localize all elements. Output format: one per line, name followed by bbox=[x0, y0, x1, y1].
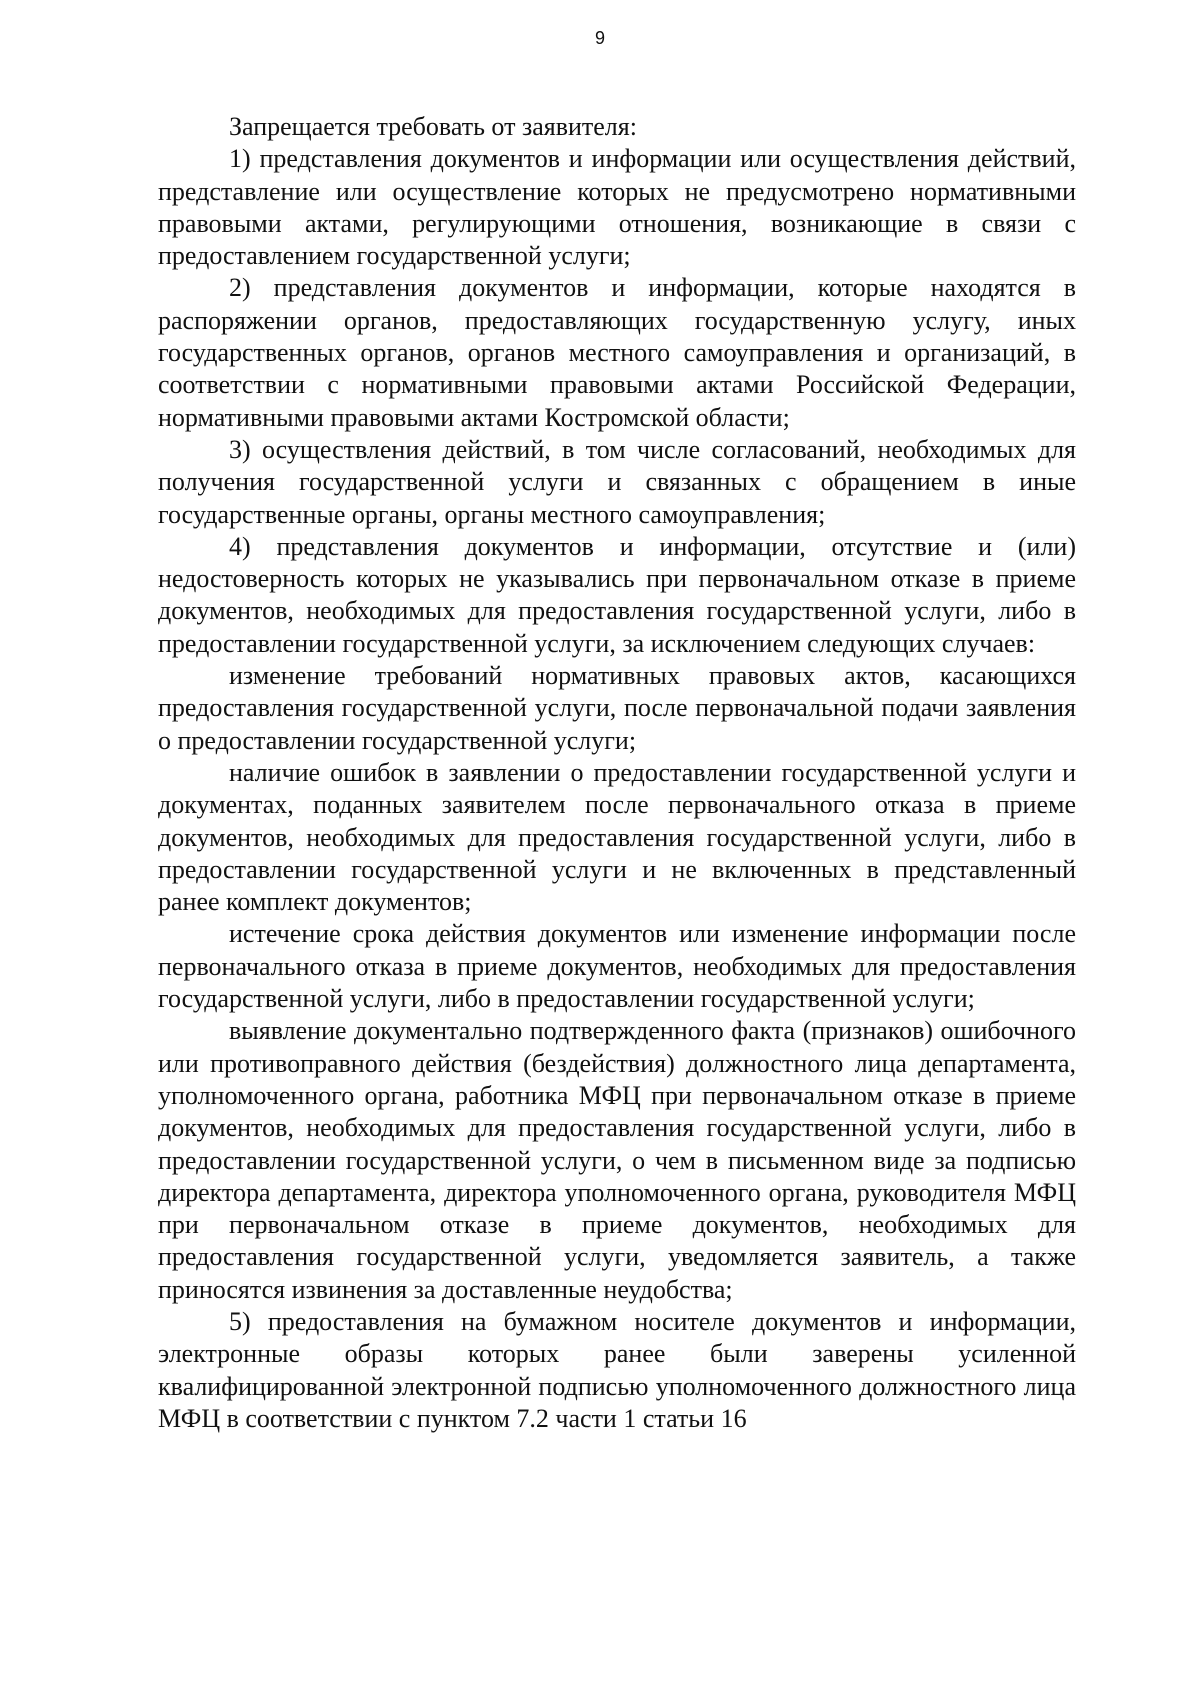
paragraph-item-1: 1) представления документов и информации или осуществления действий, представление или осуществление которых не предусмотрено нормативными правовыми актами, регулирующими отношения, возникающие в связи с предоставлением государственной услуги; bbox=[158, 144, 1076, 271]
paragraph-item-3: 3) осуществления действий, в том числе согласований, необходимых для получения государственной услуги и связанных с обращением в иные государственные органы, органы местного самоуправления; bbox=[158, 434, 1076, 529]
paragraph-exception-4: выявление документально подтвержденного факта (признаков) ошибочного или противоправного действия (бездействия) должностного лица департамента, уполномоченного органа, работника МФЦ при первоначальном отказе в приеме документов, необходимых для предоставления государственной услуги, либо в предоставлении государственной услуги, о чем в письменном виде за подписью директора департамента, директора уполномоченного органа, руководителя МФЦ при первоначальном отказе в приеме документов, необходимых для предоставления государственной услуги, уведомляется заявитель, а также приносятся извинения за доставленные неудобства; bbox=[158, 1016, 1076, 1304]
document-body bbox=[158, 111, 1076, 1435]
paragraph-intro: Запрещается требовать от заявителя: bbox=[229, 112, 637, 141]
paragraph-exception-2: наличие ошибок в заявлении о предоставлении государственной услуги и документах, поданных заявителем после первоначального отказа в приеме документов, необходимых для предоставления государственной услуги, либо в предоставлении государственной услуги и не включенных в представленный ранее комплект документов; bbox=[158, 757, 1076, 917]
paragraph-item-2: 2) представления документов и информации, которые находятся в распоряжении органов, предоставляющих государственную услугу, иных государственных органов, органов местного самоуправления и организаций, в соответствии с нормативными правовыми актами Российской Федерации, нормативными правовыми актами Костромской области; bbox=[158, 273, 1076, 432]
paragraph-item-4: 4) представления документов и информации, отсутствие и (или) недостоверность которых не указывались при первоначальном отказе в приеме документов, необходимых для предоставления государственной услуги, либо в предоставлении государственной услуги, за исключением следующих случаев: bbox=[158, 531, 1076, 658]
page-number: 9 bbox=[594, 28, 605, 48]
paragraph-exception-3: истечение срока действия документов или изменение информации после первоначального отказа в приеме документов, необходимых для предоставления государственной услуги, либо в предоставлении государственной услуги; bbox=[158, 919, 1076, 1014]
paragraph-exception-1: изменение требований нормативных правовых актов, касающихся предоставления государственной услуги, после первоначальной подачи заявления о предоставлении государственной услуги; bbox=[158, 661, 1076, 755]
paragraph-item-5: 5) предоставления на бумажном носителе документов и информации, электронные образы которых ранее были заверены усиленной квалифицированной электронной подписью уполномоченного должностного лица МФЦ в соответствии с пунктом 7.2 части 1 статьи 16 bbox=[158, 1306, 1076, 1433]
